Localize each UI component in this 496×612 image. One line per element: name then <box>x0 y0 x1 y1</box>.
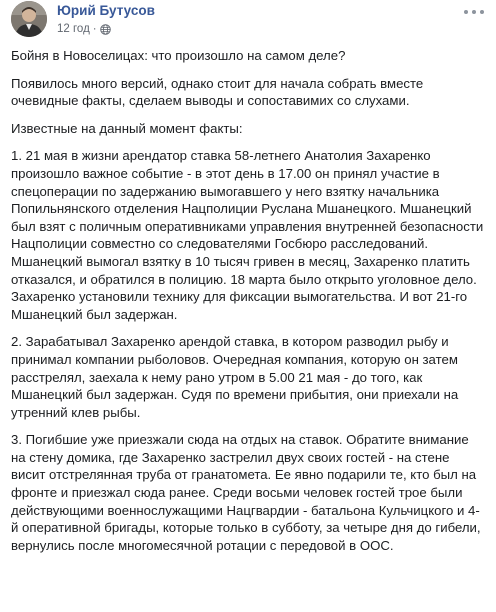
post-timestamp[interactable]: 12 год <box>57 23 90 35</box>
post-meta <box>57 1 155 36</box>
meta-separator: · <box>92 23 97 35</box>
more-options-icon[interactable] <box>464 6 484 18</box>
dot-icon <box>464 10 468 14</box>
post-paragraph: Появилось много версий, однако стоит для начала собрать вместе очевидные факты, сделаем выводы и сопоставимих со слухами. <box>11 75 424 109</box>
post-paragraph: 3. Погибшие уже приезжали сюда на отдых на ставок. Обратите внимание на стену домика, где Захаренко застрелил двух своих гостей - на стене висит отстрелянная труба от гранатомета. Ее явно подарили те, кто был на фронте и приезжал сюда ранее. Среди восьми человек гостей трое были действующими военнослужащими Нацгвардии - батальона Кульчицкого и 4-й оперативной бригады, которые только в субботу, за четыре дня до гибели, вернулись после многомесячной ротации с передовой в ООС. <box>11 432 481 553</box>
avatar-photo-icon <box>11 1 47 37</box>
post-header <box>11 0 486 47</box>
avatar[interactable] <box>11 1 47 37</box>
post-time-row <box>57 22 155 36</box>
dot-icon <box>480 10 484 14</box>
dot-icon <box>472 10 476 14</box>
post-paragraph: 1. 21 мая в жизни арендатор ставка 58-летнего Анатолия Захаренко произошло важное событие - в этот день в 17.00 он принял участие в спецоперации по задержанию вымогавшего у него взятку начальника Попильнянского отделения Нацполиции Руслана Мшанецкого. Мшанецкий был взят с поличным оперативниками управления внутренней безопасности Нацполиции совместно со следователями Госбюро расследований. Мшанецкий вымогал взятку в 10 тысяч гривен в месяц, Захаренко платить отказался, и обратился в полицию. 18 марта было открыто уголовное дело. Захаренко установили технику для фиксации вымогательства. И вот 21-го Мшанецкий был задержан. <box>11 148 484 322</box>
post-paragraph: 2. Зарабатывал Захаренко арендой ставка, в котором разводил рыбу и принимал компании рыболовов. Очередная компания, которую он затем расстрелял, заехала к нему рано утром в 5.00 21 мая - до того, как Мшанецкий был задержан. Судя по времени прибытия, они приехали на утренний клев рыбы. <box>11 334 459 420</box>
globe-icon[interactable] <box>100 24 111 35</box>
post-body <box>11 47 486 554</box>
post-headline: Бойня в Новоселицах: что произошло на самом деле? <box>11 48 346 63</box>
post-paragraph: Известные на данный момент факты: <box>11 120 243 136</box>
author-name[interactable]: Юрий Бутусов <box>57 3 155 18</box>
